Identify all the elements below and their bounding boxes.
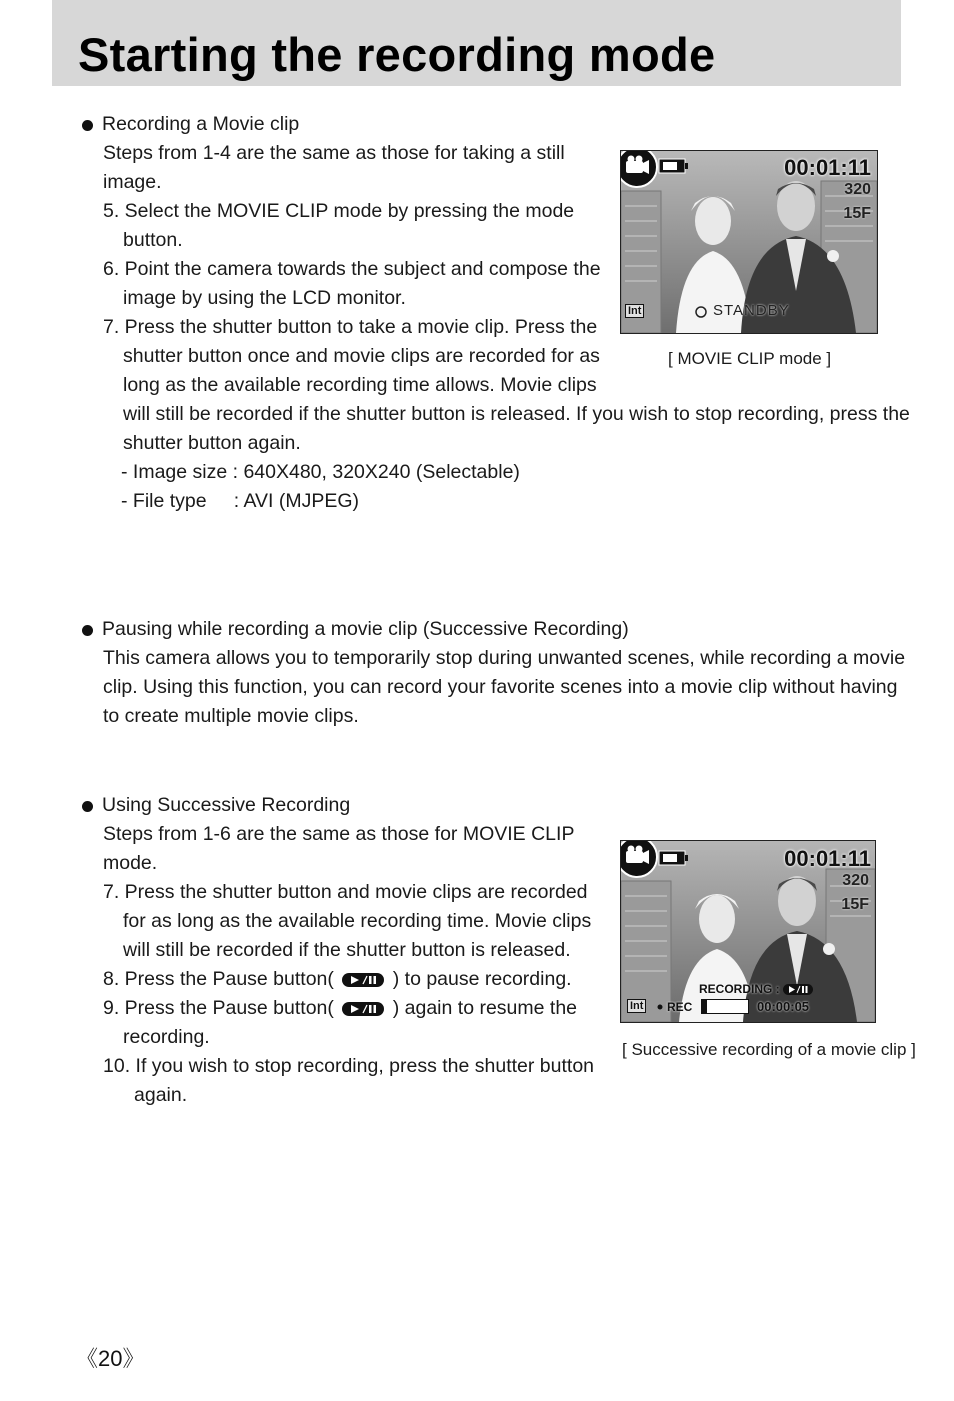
page-title: Starting the recording mode xyxy=(78,28,716,81)
section-heading: Pausing while recording a movie clip (Successive Recording) xyxy=(102,618,629,640)
recording-progress-fill xyxy=(702,1000,707,1013)
section-heading: Recording a Movie clip xyxy=(102,113,300,135)
rec-dot-icon xyxy=(621,841,875,1022)
body-line: shutter button once and movie clips are recorded for as xyxy=(123,345,600,367)
frame-rate: 15F xyxy=(841,896,869,913)
step-8-prefix: 8. Press the Pause button( xyxy=(103,968,334,990)
body-line: This camera allows you to temporarily stop during unwanted scenes, while recording a movie xyxy=(103,647,906,669)
image-size: 320 xyxy=(844,181,871,198)
play-pause-icon xyxy=(342,1002,384,1016)
figure-caption: [ MOVIE CLIP mode ] xyxy=(668,349,832,368)
body-line: Steps from 1-4 are the same as those for taking a still xyxy=(103,142,565,164)
body-line: again. xyxy=(134,1084,188,1106)
body-line: button. xyxy=(123,229,183,251)
body-line: 5. Select the MOVIE CLIP mode by pressing the mode xyxy=(103,200,575,222)
step-9-prefix: 9. Press the Pause button( xyxy=(103,997,334,1019)
frame-rate: 15F xyxy=(843,205,871,222)
step-8-suffix: ) to pause recording. xyxy=(392,968,572,990)
step-8 xyxy=(103,965,572,994)
step-9 xyxy=(103,994,577,1023)
body-line: image by using the LCD monitor. xyxy=(123,287,406,309)
bullet xyxy=(82,120,93,131)
recording-label: RECORDING : xyxy=(699,982,780,996)
body-line: for as long as the available recording time. Movie clips xyxy=(123,910,592,932)
image-size: 320 xyxy=(842,872,869,889)
body-line: 6. Point the camera towards the subject and compose the xyxy=(103,258,601,280)
step-10: 10. If you wish to stop recording, press the shutter button xyxy=(103,1055,595,1077)
body-line: recording. xyxy=(123,1026,210,1048)
lcd-preview-successive-recording xyxy=(620,840,876,1023)
body-line: image. xyxy=(103,171,162,193)
body-line: to create multiple movie clips. xyxy=(103,705,359,727)
body-line: will still be recorded if the shutter button is released. xyxy=(123,939,571,961)
remaining-time: 00:01:11 xyxy=(784,155,871,180)
body-line: 7. Press the shutter button and movie clips are recorded xyxy=(103,881,588,903)
memory-label: Int xyxy=(630,1000,644,1012)
status-text: STANDBY xyxy=(713,302,790,319)
figure-caption: [ Successive recording of a movie clip ] xyxy=(622,1040,916,1059)
remaining-time: 00:01:11 xyxy=(784,846,871,871)
recording-progress-bar xyxy=(701,999,749,1014)
elapsed-time: 00:00:05 xyxy=(757,999,810,1014)
play-pause-icon xyxy=(342,973,384,987)
section-heading: Using Successive Recording xyxy=(102,794,351,816)
step-9-suffix: ) again to resume the xyxy=(392,997,578,1019)
rec-label: REC xyxy=(667,1000,693,1014)
body-line: Steps from 1-6 are the same as those for MOVIE CLIP xyxy=(103,823,575,845)
bullet xyxy=(82,625,93,636)
spec-file-type: - File type : AVI (MJPEG) xyxy=(121,490,360,512)
body-line: will still be recorded if the shutter button is released. If you wish to stop recording, press the xyxy=(123,403,910,425)
body-line: 7. Press the shutter button to take a movie clip. Press the xyxy=(103,316,598,338)
page-number: 《20》 xyxy=(76,1346,145,1371)
body-line: long as the available recording time allows. Movie clips xyxy=(123,374,597,396)
memory-label: Int xyxy=(628,305,642,317)
body-line: clip. Using this function, you can record your favorite scenes into a movie clip without having xyxy=(103,676,898,698)
body-line: shutter button again. xyxy=(123,432,301,454)
lcd-preview-movie-clip xyxy=(620,150,878,334)
spec-image-size: - Image size : 640X480, 320X240 (Selectable) xyxy=(121,461,520,483)
body-line: mode. xyxy=(103,852,158,874)
bullet xyxy=(82,801,93,812)
